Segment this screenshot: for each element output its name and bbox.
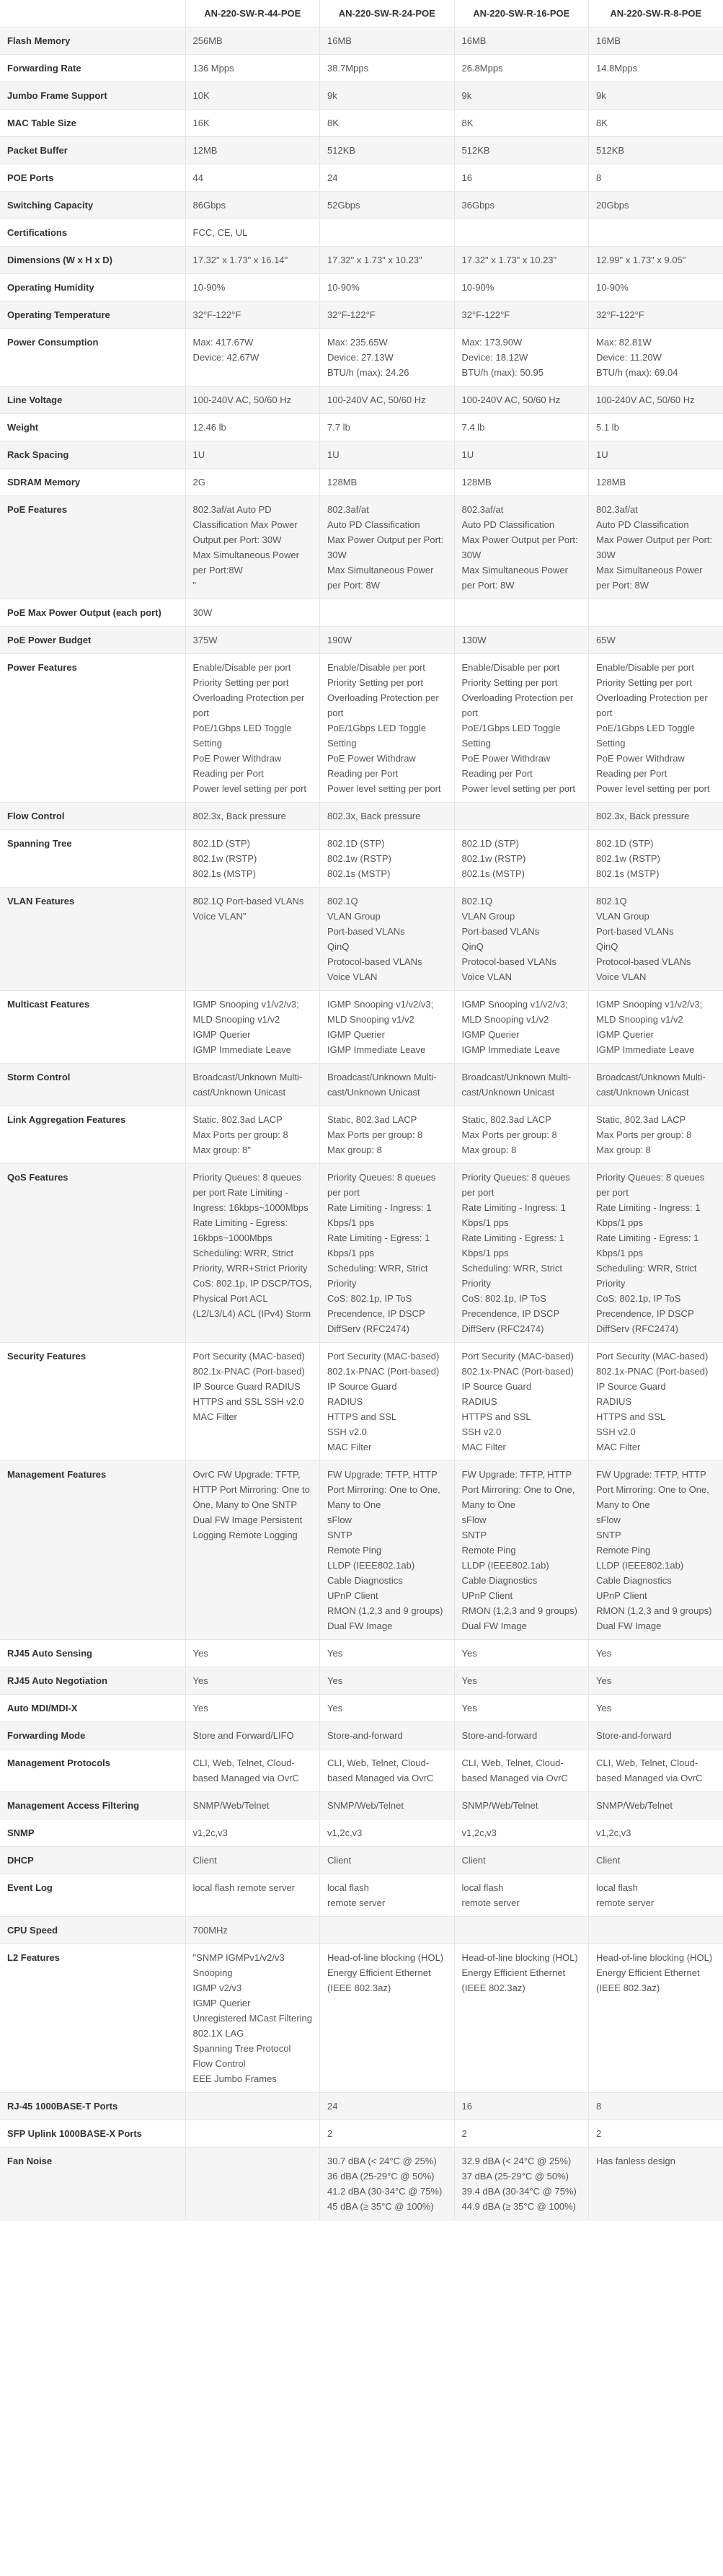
table-row xyxy=(0,1819,723,1847)
table-cell: Static, 802.3ad LACP Max Ports per group: 8 Max group: 8 xyxy=(589,1106,723,1164)
table-row xyxy=(0,1874,723,1917)
table-cell: 802.3af/at Auto PD Classification Max Power Output per Port: 30W Max Simultaneous Power per Port: 8W xyxy=(589,496,723,599)
table-cell: 802.1D (STP) 802.1w (RSTP) 802.1s (MSTP) xyxy=(320,830,455,888)
table-cell: Client xyxy=(320,1847,455,1874)
table-cell: 1U xyxy=(454,441,589,469)
table-row xyxy=(0,654,723,803)
row-label: Management Features xyxy=(0,1461,185,1640)
row-label: POE Ports xyxy=(0,164,185,192)
table-cell xyxy=(320,599,455,627)
table-row xyxy=(0,27,723,55)
table-cell: Store-and-forward xyxy=(589,1722,723,1750)
table-cell: 17.32" x 1.73" x 10.23" xyxy=(320,247,455,274)
table-cell: Store-and-forward xyxy=(454,1722,589,1750)
table-cell: SNMP/Web/Telnet xyxy=(589,1792,723,1819)
table-cell xyxy=(454,803,589,830)
table-cell: Max: 417.67W Device: 42.67W xyxy=(185,329,320,387)
table-cell: Port Security (MAC-based) 802.1x-PNAC (Port-based) IP Source Guard RADIUS HTTPS and SSL SSH v2.0 MAC Filter xyxy=(185,1343,320,1461)
table-cell: Static, 802.3ad LACP Max Ports per group: 8 Max group: 8 xyxy=(320,1106,455,1164)
table-cell: 9k xyxy=(320,82,455,110)
row-label: PoE Power Budget xyxy=(0,627,185,654)
row-label: Fan Noise xyxy=(0,2148,185,2220)
row-label: Jumbo Frame Support xyxy=(0,82,185,110)
table-cell: 16K xyxy=(185,110,320,137)
row-label: Multicast Features xyxy=(0,991,185,1064)
row-label: Security Features xyxy=(0,1343,185,1461)
table-cell: IGMP Snooping v1/v2/v3; MLD Snooping v1/v2 IGMP Querier IGMP Immediate Leave xyxy=(320,991,455,1064)
table-row xyxy=(0,82,723,110)
table-cell xyxy=(454,219,589,247)
table-cell: Yes xyxy=(320,1667,455,1695)
row-label: Packet Buffer xyxy=(0,137,185,164)
table-cell: Port Security (MAC-based) 802.1x-PNAC (Port-based) IP Source Guard RADIUS HTTPS and SSL SSH v2.0 MAC Filter xyxy=(454,1343,589,1461)
table-cell: 10-90% xyxy=(320,274,455,301)
table-cell: 100-240V AC, 50/60 Hz xyxy=(320,387,455,414)
table-cell: 24 xyxy=(320,164,455,192)
table-cell: 7.4 lb xyxy=(454,414,589,441)
table-cell: Max: 82.81W Device: 11.20W BTU/h (max): 69.04 xyxy=(589,329,723,387)
row-label: Auto MDI/MDI-X xyxy=(0,1695,185,1722)
table-cell: 17.32" x 1.73" x 10.23" xyxy=(454,247,589,274)
table-row xyxy=(0,247,723,274)
table-row xyxy=(0,55,723,82)
table-cell: Client xyxy=(454,1847,589,1874)
table-cell: 1U xyxy=(185,441,320,469)
column-header-8-poe: AN-220-SW-R-8-POE xyxy=(589,0,723,27)
table-cell xyxy=(589,599,723,627)
table-cell xyxy=(454,599,589,627)
table-cell: 10-90% xyxy=(185,274,320,301)
table-cell xyxy=(454,1917,589,1944)
table-row xyxy=(0,1343,723,1461)
table-cell xyxy=(185,2148,320,2220)
table-cell: 65W xyxy=(589,627,723,654)
table-cell: v1,2c,v3 xyxy=(454,1819,589,1847)
table-cell: Port Security (MAC-based) 802.1x-PNAC (Port-based) IP Source Guard RADIUS HTTPS and SSL SSH v2.0 MAC Filter xyxy=(320,1343,455,1461)
table-cell: 1U xyxy=(589,441,723,469)
table-cell: 17.32" x 1.73" x 16.14" xyxy=(185,247,320,274)
table-cell: 5.1 lb xyxy=(589,414,723,441)
table-cell: Yes xyxy=(589,1667,723,1695)
table-cell: 802.3x, Back pressure xyxy=(320,803,455,830)
table-cell: 130W xyxy=(454,627,589,654)
table-cell: 30W xyxy=(185,599,320,627)
row-label: Spanning Tree xyxy=(0,830,185,888)
table-cell: Static, 802.3ad LACP Max Ports per group: 8 Max group: 8" xyxy=(185,1106,320,1164)
table-cell: Enable/Disable per port Priority Setting per port Overloading Protection per port PoE/1Gbps LED Toggle Setting PoE Power Withdraw Reading per Port Power level setting per port xyxy=(320,654,455,803)
table-row xyxy=(0,830,723,888)
table-cell: Yes xyxy=(454,1667,589,1695)
row-label: RJ45 Auto Sensing xyxy=(0,1640,185,1667)
table-cell: Broadcast/Unknown Multi-cast/Unknown Unicast xyxy=(320,1064,455,1106)
table-cell: Broadcast/Unknown Multi-cast/Unknown Unicast xyxy=(185,1064,320,1106)
table-cell: Enable/Disable per port Priority Setting per port Overloading Protection per port PoE/1Gbps LED Toggle Setting PoE Power Withdraw Reading per Port Power level setting per port xyxy=(589,654,723,803)
table-cell: v1,2c,v3 xyxy=(320,1819,455,1847)
table-row xyxy=(0,274,723,301)
table-cell: v1,2c,v3 xyxy=(589,1819,723,1847)
table-row xyxy=(0,1722,723,1750)
table-row xyxy=(0,803,723,830)
table-cell: 802.1D (STP) 802.1w (RSTP) 802.1s (MSTP) xyxy=(454,830,589,888)
column-header-label xyxy=(0,0,185,27)
table-cell: 100-240V AC, 50/60 Hz xyxy=(185,387,320,414)
table-cell: 128MB xyxy=(454,469,589,496)
table-cell: 512KB xyxy=(320,137,455,164)
table-cell xyxy=(320,1917,455,1944)
table-row xyxy=(0,1917,723,1944)
table-row xyxy=(0,1667,723,1695)
table-row xyxy=(0,219,723,247)
table-cell: 7.7 lb xyxy=(320,414,455,441)
table-cell: 30.7 dBA (< 24°C @ 25%) 36 dBA (25-29°C @ 50%) 41.2 dBA (30-34°C @ 75%) 45 dBA (≥ 35°C @ 100%) xyxy=(320,2148,455,2220)
row-label: RJ-45 1000BASE-T Ports xyxy=(0,2093,185,2120)
table-row xyxy=(0,469,723,496)
row-label: Switching Capacity xyxy=(0,192,185,219)
table-cell: 32°F-122°F xyxy=(454,301,589,329)
row-label: SDRAM Memory xyxy=(0,469,185,496)
table-row xyxy=(0,1064,723,1106)
table-cell: 38.7Mpps xyxy=(320,55,455,82)
table-cell: 32°F-122°F xyxy=(185,301,320,329)
row-label: Forwarding Mode xyxy=(0,1722,185,1750)
table-cell: 32°F-122°F xyxy=(589,301,723,329)
table-cell: local flash remote server xyxy=(320,1874,455,1917)
table-cell: SNMP/Web/Telnet xyxy=(185,1792,320,1819)
row-label: Weight xyxy=(0,414,185,441)
row-label: Flow Control xyxy=(0,803,185,830)
table-cell: 26.8Mpps xyxy=(454,55,589,82)
table-cell: 802.1Q Port-based VLANs Voice VLAN" xyxy=(185,888,320,991)
table-row xyxy=(0,991,723,1064)
table-cell: Broadcast/Unknown Multi-cast/Unknown Unicast xyxy=(454,1064,589,1106)
table-cell: Client xyxy=(589,1847,723,1874)
table-cell: SNMP/Web/Telnet xyxy=(454,1792,589,1819)
table-cell: Yes xyxy=(185,1667,320,1695)
table-cell: 512KB xyxy=(454,137,589,164)
table-cell: Priority Queues: 8 queues per port Rate Limiting - Ingress: 1 Kbps/1 pps Rate Limiting - Egress: 1 Kbps/1 pps Scheduling: WRR, Strict Priority CoS: 802.1p, IP ToS Precendence, IP DSCP DiffServ (RFC2474) xyxy=(454,1164,589,1343)
table-cell: 14.8Mpps xyxy=(589,55,723,82)
row-label: Power Consumption xyxy=(0,329,185,387)
table-cell: 802.1Q VLAN Group Port-based VLANs QinQ Protocol-based VLANs Voice VLAN xyxy=(320,888,455,991)
table-cell: 802.1Q VLAN Group Port-based VLANs QinQ Protocol-based VLANs Voice VLAN xyxy=(589,888,723,991)
table-cell xyxy=(185,2093,320,2120)
table-row xyxy=(0,387,723,414)
row-label: Power Features xyxy=(0,654,185,803)
row-label: Storm Control xyxy=(0,1064,185,1106)
table-cell: CLI, Web, Telnet, Cloud-based Managed via OvrC xyxy=(589,1750,723,1792)
table-cell: v1,2c,v3 xyxy=(185,1819,320,1847)
table-cell: Priority Queues: 8 queues per port Rate Limiting - Ingress: 1 Kbps/1 pps Rate Limiting - Egress: 1 Kbps/1 pps Scheduling: WRR, Strict Priority CoS: 802.1p, IP ToS Precendence, IP DSCP DiffServ (RFC2474) xyxy=(320,1164,455,1343)
table-cell: 8K xyxy=(589,110,723,137)
table-row xyxy=(0,1750,723,1792)
table-cell: FW Upgrade: TFTP, HTTP Port Mirroring: One to One, Many to One sFlow SNTP Remote Ping LLDP (IEEE802.1ab) Cable Diagnostics UPnP Client RMON (1,2,3 and 9 groups) Dual FW Image xyxy=(454,1461,589,1640)
table-cell: 256MB xyxy=(185,27,320,55)
table-cell: Client xyxy=(185,1847,320,1874)
table-cell: 24 xyxy=(320,2093,455,2120)
table-cell: Static, 802.3ad LACP Max Ports per group: 8 Max group: 8 xyxy=(454,1106,589,1164)
table-cell: 700MHz xyxy=(185,1917,320,1944)
row-label: QoS Features xyxy=(0,1164,185,1343)
row-label: Event Log xyxy=(0,1874,185,1917)
table-cell: Port Security (MAC-based) 802.1x-PNAC (Port-based) IP Source Guard RADIUS HTTPS and SSL SSH v2.0 MAC Filter xyxy=(589,1343,723,1461)
row-label: Rack Spacing xyxy=(0,441,185,469)
table-cell: 32.9 dBA (< 24°C @ 25%) 37 dBA (25-29°C @ 50%) 39.4 dBA (30-34°C @ 75%) 44.9 dBA (≥ 35°C @ 100%) xyxy=(454,2148,589,2220)
table-row xyxy=(0,1695,723,1722)
table-cell: 9k xyxy=(589,82,723,110)
table-cell: 8 xyxy=(589,2093,723,2120)
table-cell: 2 xyxy=(589,2120,723,2148)
row-label: PoE Features xyxy=(0,496,185,599)
table-cell: Yes xyxy=(320,1640,455,1667)
table-cell: Yes xyxy=(589,1695,723,1722)
row-label: Management Access Filtering xyxy=(0,1792,185,1819)
row-label: L2 Features xyxy=(0,1944,185,2093)
table-row xyxy=(0,599,723,627)
table-cell: IGMP Snooping v1/v2/v3; MLD Snooping v1/v2 IGMP Querier IGMP Immediate Leave xyxy=(185,991,320,1064)
row-label: Dimensions (W x H x D) xyxy=(0,247,185,274)
table-cell: 375W xyxy=(185,627,320,654)
row-label: VLAN Features xyxy=(0,888,185,991)
table-row xyxy=(0,1792,723,1819)
table-cell: 128MB xyxy=(589,469,723,496)
table-cell: Store-and-forward xyxy=(320,1722,455,1750)
row-label: SFP Uplink 1000BASE-X Ports xyxy=(0,2120,185,2148)
table-row xyxy=(0,110,723,137)
table-row xyxy=(0,1461,723,1640)
table-cell: 190W xyxy=(320,627,455,654)
table-row xyxy=(0,301,723,329)
row-label: Forwarding Rate xyxy=(0,55,185,82)
table-cell: OvrC FW Upgrade: TFTP, HTTP Port Mirroring: One to One, Many to One SNTP Dual FW Image Persistent Logging Remote Logging xyxy=(185,1461,320,1640)
table-cell: Yes xyxy=(185,1695,320,1722)
table-cell: 2G xyxy=(185,469,320,496)
table-cell: local flash remote server xyxy=(185,1874,320,1917)
spec-table-body xyxy=(0,27,723,2220)
table-cell: 16MB xyxy=(454,27,589,55)
table-cell: Priority Queues: 8 queues per port Rate Limiting - Ingress: 1 Kbps/1 pps Rate Limiting - Egress: 1 Kbps/1 pps Scheduling: WRR, Strict Priority CoS: 802.1p, IP ToS Precendence, IP DSCP DiffServ (RFC2474) xyxy=(589,1164,723,1343)
table-cell: 10-90% xyxy=(589,274,723,301)
row-label: Flash Memory xyxy=(0,27,185,55)
table-cell: 802.3af/at Auto PD Classification Max Power Output per Port: 30W Max Simultaneous Power per Port:8W " xyxy=(185,496,320,599)
table-cell: 100-240V AC, 50/60 Hz xyxy=(589,387,723,414)
table-cell: CLI, Web, Telnet, Cloud-based Managed via OvrC xyxy=(320,1750,455,1792)
table-cell: Head-of-line blocking (HOL) Energy Efficient Ethernet (IEEE 802.3az) xyxy=(589,1944,723,2093)
header-row xyxy=(0,0,723,27)
table-cell: 12.99" x 1.73" x 9.05" xyxy=(589,247,723,274)
table-cell: Yes xyxy=(589,1640,723,1667)
table-row xyxy=(0,888,723,991)
table-cell: Max: 173.90W Device: 18.12W BTU/h (max): 50.95 xyxy=(454,329,589,387)
table-cell: SNMP/Web/Telnet xyxy=(320,1792,455,1819)
table-cell: 36Gbps xyxy=(454,192,589,219)
row-label: Certifications xyxy=(0,219,185,247)
table-cell: 802.1D (STP) 802.1w (RSTP) 802.1s (MSTP) xyxy=(589,830,723,888)
table-row xyxy=(0,2148,723,2220)
table-cell: 10K xyxy=(185,82,320,110)
table-cell: 20Gbps xyxy=(589,192,723,219)
table-cell: Enable/Disable per port Priority Setting per port Overloading Protection per port PoE/1Gbps LED Toggle Setting PoE Power Withdraw Reading per Port Power level setting per port xyxy=(454,654,589,803)
table-cell: Yes xyxy=(454,1640,589,1667)
table-cell xyxy=(589,219,723,247)
table-row xyxy=(0,137,723,164)
table-cell: local flash remote server xyxy=(589,1874,723,1917)
table-cell: "SNMP IGMPv1/v2/v3 Snooping IGMP v2/v3 IGMP Querier Unregistered MCast Filtering 802.1X LAG Spanning Tree Protocol Flow Control EEE Jumbo Frames xyxy=(185,1944,320,2093)
table-cell: IGMP Snooping v1/v2/v3; MLD Snooping v1/v2 IGMP Querier IGMP Immediate Leave xyxy=(454,991,589,1064)
row-label: DHCP xyxy=(0,1847,185,1874)
row-label: PoE Max Power Output (each port) xyxy=(0,599,185,627)
table-row xyxy=(0,2120,723,2148)
table-cell: 128MB xyxy=(320,469,455,496)
table-row xyxy=(0,414,723,441)
table-cell: FW Upgrade: TFTP, HTTP Port Mirroring: One to One, Many to One sFlow SNTP Remote Ping LLDP (IEEE802.1ab) Cable Diagnostics UPnP Client RMON (1,2,3 and 9 groups) Dual FW Image xyxy=(320,1461,455,1640)
table-row xyxy=(0,1847,723,1874)
table-cell: 802.3x, Back pressure xyxy=(185,803,320,830)
row-label: MAC Table Size xyxy=(0,110,185,137)
table-cell: 802.3af/at Auto PD Classification Max Power Output per Port: 30W Max Simultaneous Power per Port: 8W xyxy=(454,496,589,599)
table-cell: Yes xyxy=(454,1695,589,1722)
table-cell: 8 xyxy=(589,164,723,192)
table-cell: 802.3x, Back pressure xyxy=(589,803,723,830)
table-cell: 44 xyxy=(185,164,320,192)
table-cell: local flash remote server xyxy=(454,1874,589,1917)
table-cell: 2 xyxy=(454,2120,589,2148)
table-cell: FCC, CE, UL xyxy=(185,219,320,247)
table-cell: 8K xyxy=(454,110,589,137)
table-cell: Broadcast/Unknown Multi-cast/Unknown Unicast xyxy=(589,1064,723,1106)
column-header-44-poe: AN-220-SW-R-44-POE xyxy=(185,0,320,27)
table-cell: 802.3af/at Auto PD Classification Max Power Output per Port: 30W Max Simultaneous Power per Port: 8W xyxy=(320,496,455,599)
table-cell: 136 Mpps xyxy=(185,55,320,82)
row-label: Operating Temperature xyxy=(0,301,185,329)
table-row xyxy=(0,164,723,192)
table-cell: 16 xyxy=(454,2093,589,2120)
table-cell: CLI, Web, Telnet, Cloud-based Managed via OvrC xyxy=(454,1750,589,1792)
table-cell: 32°F-122°F xyxy=(320,301,455,329)
table-cell: Priority Queues: 8 queues per port Rate Limiting - Ingress: 16kbps~1000Mbps Rate Limiting - Egress: 16kbps~1000Mbps Scheduling: WRR, Strict Priority, WRR+Strict Priority CoS: 802.1p, IP DSCP/TOS, Physical Port ACL (L2/L3/L4) ACL (IPv4) Storm xyxy=(185,1164,320,1343)
table-cell: 12.46 lb xyxy=(185,414,320,441)
table-cell: 512KB xyxy=(589,137,723,164)
table-row xyxy=(0,496,723,599)
table-row xyxy=(0,441,723,469)
table-row xyxy=(0,192,723,219)
table-cell: 8K xyxy=(320,110,455,137)
table-row xyxy=(0,1640,723,1667)
table-row xyxy=(0,329,723,387)
table-row xyxy=(0,1944,723,2093)
row-label: Line Voltage xyxy=(0,387,185,414)
table-row xyxy=(0,1164,723,1343)
table-cell: 100-240V AC, 50/60 Hz xyxy=(454,387,589,414)
row-label: SNMP xyxy=(0,1819,185,1847)
table-cell: Yes xyxy=(320,1695,455,1722)
table-cell: 1U xyxy=(320,441,455,469)
column-header-24-poe: AN-220-SW-R-24-POE xyxy=(320,0,455,27)
row-label: Management Protocols xyxy=(0,1750,185,1792)
row-label: CPU Speed xyxy=(0,1917,185,1944)
table-cell: Enable/Disable per port Priority Setting per port Overloading Protection per port PoE/1Gbps LED Toggle Setting PoE Power Withdraw Reading per Port Power level setting per port xyxy=(185,654,320,803)
table-cell: Has fanless design xyxy=(589,2148,723,2220)
table-cell: 16MB xyxy=(589,27,723,55)
table-cell: 16 xyxy=(454,164,589,192)
row-label: Link Aggregation Features xyxy=(0,1106,185,1164)
row-label: Operating Humidity xyxy=(0,274,185,301)
table-cell: 12MB xyxy=(185,137,320,164)
table-cell: Head-of-line blocking (HOL) Energy Efficient Ethernet (IEEE 802.3az) xyxy=(320,1944,455,2093)
table-cell xyxy=(320,219,455,247)
table-cell: IGMP Snooping v1/v2/v3; MLD Snooping v1/v2 IGMP Querier IGMP Immediate Leave xyxy=(589,991,723,1064)
table-cell: 52Gbps xyxy=(320,192,455,219)
table-cell: 9k xyxy=(454,82,589,110)
table-row xyxy=(0,627,723,654)
table-cell: 16MB xyxy=(320,27,455,55)
table-cell: CLI, Web, Telnet, Cloud-based Managed via OvrC xyxy=(185,1750,320,1792)
table-cell: 802.1Q VLAN Group Port-based VLANs QinQ Protocol-based VLANs Voice VLAN xyxy=(454,888,589,991)
table-row xyxy=(0,1106,723,1164)
table-cell: 802.1D (STP) 802.1w (RSTP) 802.1s (MSTP) xyxy=(185,830,320,888)
table-cell: 10-90% xyxy=(454,274,589,301)
column-header-16-poe: AN-220-SW-R-16-POE xyxy=(454,0,589,27)
table-cell xyxy=(589,1917,723,1944)
table-cell: Head-of-line blocking (HOL) Energy Efficient Ethernet (IEEE 802.3az) xyxy=(454,1944,589,2093)
table-cell: Yes xyxy=(185,1640,320,1667)
table-cell: Store and Forward/LIFO xyxy=(185,1722,320,1750)
row-label: RJ45 Auto Negotiation xyxy=(0,1667,185,1695)
table-cell: FW Upgrade: TFTP, HTTP Port Mirroring: One to One, Many to One sFlow SNTP Remote Ping LLDP (IEEE802.1ab) Cable Diagnostics UPnP Client RMON (1,2,3 and 9 groups) Dual FW Image xyxy=(589,1461,723,1640)
table-row xyxy=(0,2093,723,2120)
table-cell: 86Gbps xyxy=(185,192,320,219)
table-cell: 2 xyxy=(320,2120,455,2148)
table-cell xyxy=(185,2120,320,2148)
table-cell: Max: 235.65W Device: 27.13W BTU/h (max): 24.26 xyxy=(320,329,455,387)
